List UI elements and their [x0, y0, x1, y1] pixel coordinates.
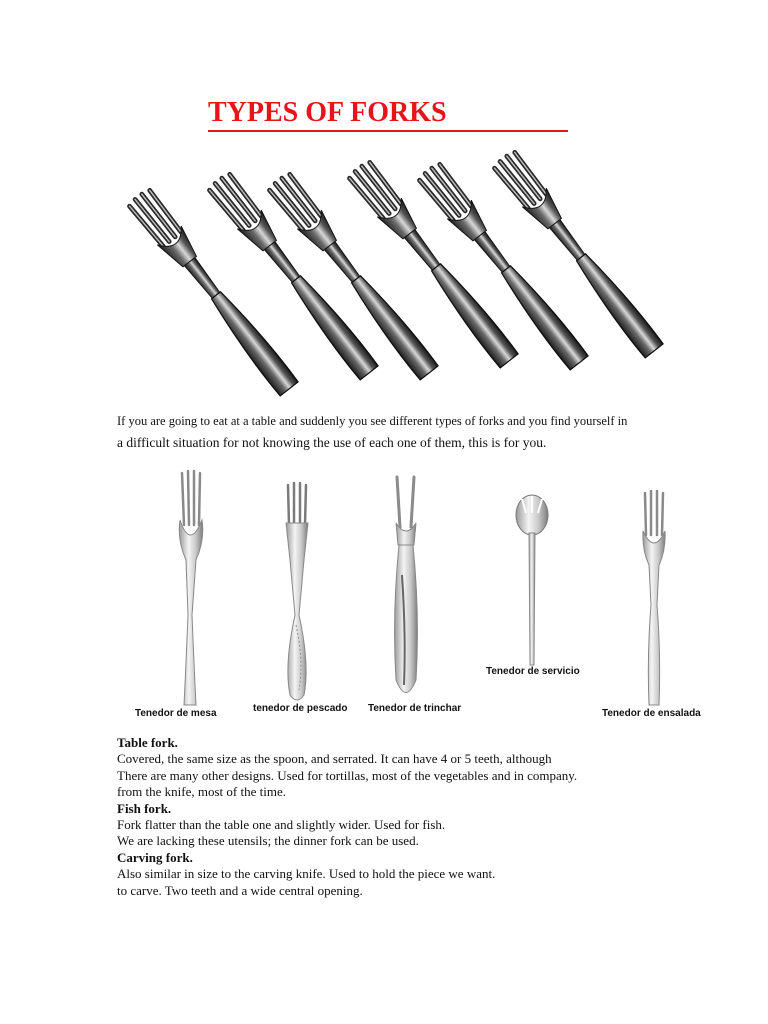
caption-tenedor-de-servicio: Tenedor de servicio [486, 666, 580, 677]
caption-tenedor-de-pescado: tenedor de pescado [253, 703, 348, 714]
caption-tenedor-de-trinchar: Tenedor de trinchar [368, 703, 462, 714]
fork-types-illustration [110, 465, 730, 725]
page-title: TYPES OF FORKS [208, 96, 568, 132]
section-line: from the knife, most of the time. [117, 784, 286, 800]
section-line: Covered, the same size as the spoon, and serrated. It can have 4 or 5 teeth, although [117, 751, 552, 767]
serving-fork-icon [516, 495, 548, 665]
intro-line-2: a difficult situation for not knowing the use of each one of them, this is for you. [117, 435, 547, 450]
fork-descriptions [117, 735, 677, 899]
section-heading: Fish fork. [117, 800, 172, 816]
fish-fork-icon [286, 483, 308, 700]
forks-photo [110, 150, 720, 400]
section-heading: Carving fork. [117, 849, 193, 865]
section-line: We are lacking these utensils; the dinner fork can be used. [117, 833, 419, 849]
section-heading: Table fork. [117, 735, 178, 750]
section-line: There are many other designs. Used for tortillas, most of the vegetables and in company. [117, 767, 578, 783]
caption-tenedor-de-ensalada: Tenedor de ensalada [602, 708, 701, 719]
section-line: to carve. Two teeth and a wide central opening. [117, 882, 363, 898]
salad-fork-icon [643, 491, 665, 705]
section-line: Also similar in size to the carving knife. Used to hold the piece we want. [117, 866, 496, 882]
caption-tenedor-de-mesa: Tenedor de mesa [135, 708, 217, 719]
carving-fork-icon [395, 477, 418, 693]
table-fork-icon [179, 471, 203, 705]
intro-line-1: If you are going to eat at a table and suddenly you see different types of forks and you find yourself in [117, 414, 628, 428]
section-line: Fork flatter than the table one and slightly wider. Used for fish. [117, 817, 446, 833]
